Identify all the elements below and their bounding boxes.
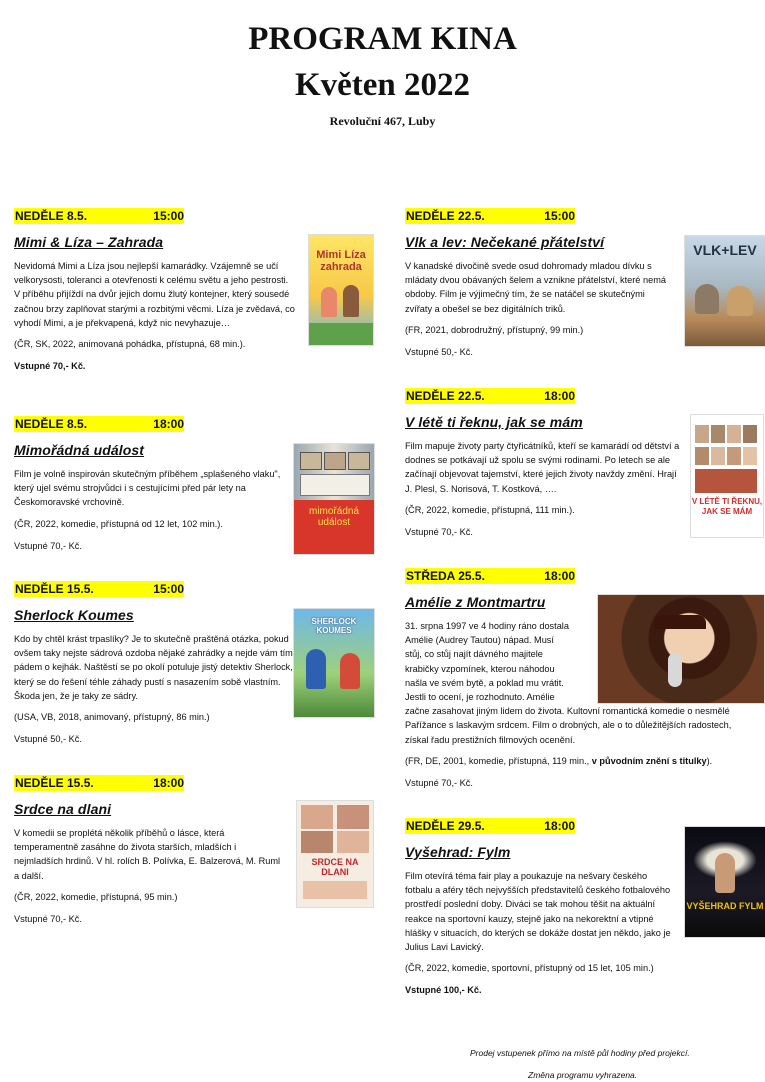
screening-time: 18:00 bbox=[544, 819, 575, 833]
screening-time: 18:00 bbox=[544, 569, 575, 583]
screening-day: NEDĚLE 29.5. bbox=[406, 819, 485, 833]
movie-title: Srdce na dlani bbox=[14, 801, 112, 817]
movie-price: Vstupné 70,- Kč. bbox=[14, 913, 82, 924]
cinema-address: Revoluční 467, Luby bbox=[329, 114, 436, 128]
movie-poster: VYŠEHRAD FYLM bbox=[684, 826, 765, 938]
movie-poster: V LÉTĚ TI ŘEKNU, JAK SE MÁM bbox=[690, 414, 764, 538]
screening-time: 15:00 bbox=[153, 582, 184, 596]
movie-description: Film je volně inspirován skutečným příběhem „splašeného vlaku", který ujel svému strojvůdci i s cestujícími před pár lety na Českomoravské vrchovině. bbox=[14, 469, 281, 508]
movie-price: Vstupné 70,- Kč. bbox=[14, 361, 86, 372]
movie-description: V kanadské divočině svede osud dohromady mladou dívku s mládaty dvou obávaných šelem a vznikne přátelství, které nemá obdoby. Film je výjimečný tím, že se natáčel se skutečnými zvířaty a obešel se bez digitálních triků. bbox=[405, 261, 666, 314]
footer-change-note: Změna programu vyhrazena. bbox=[528, 1070, 638, 1080]
screening-day: NEDĚLE 22.5. bbox=[406, 209, 485, 223]
movie-meta: (FR, 2021, dobrodružný, přístupný, 99 min.) bbox=[405, 324, 584, 335]
movie-title: Amélie z Montmartru bbox=[405, 594, 546, 610]
movie-meta: (ČR, 2022, komedie, přístupná od 12 let, 102 min.). bbox=[14, 518, 223, 529]
date-bar bbox=[14, 208, 184, 224]
movie-poster: SHERLOCK KOUMES bbox=[293, 608, 375, 718]
date-bar bbox=[405, 208, 575, 224]
movie-price: Vstupné 70,- Kč. bbox=[14, 540, 82, 551]
movie-title: V létě ti řeknu, jak se mám bbox=[405, 414, 583, 430]
date-bar bbox=[14, 581, 184, 597]
movie-price: Vstupné 70,- Kč. bbox=[405, 777, 473, 788]
footer-ticket-note: Prodej vstupenek přímo na místě půl hodiny před projekcí. bbox=[470, 1048, 690, 1058]
movie-description: Kdo by chtěl krást trpaslíky? Je to skutečně praštěná otázka, pokud ovšem taky nejste sádrová ozdoba nějaké zahrádky a nejde vám tím pádem o kejhák. Naštěstí se po okolí potuluje jistý detektiv Sherlock, který se do řešení téhle záhady pustí s nasazením sobě vlastním. Škoda jen, že je taky ze sádry. bbox=[14, 634, 293, 701]
movie-meta: (ČR, 2022, komedie, přístupná, 95 min.) bbox=[14, 891, 178, 902]
movie-description: 31. srpna 1997 ve 4 hodiny ráno dostala Amélie (Audrey Tautou) nápad. Musí stůj, co stůj najít dávného majitele krabičky vzpomínek, kterou náhodou našla ve svém bytě, a poklad mu vrátit. Jestli to ocení, je rozhodnuto. Amélie začne zasahovat jiným lidem do života. Kultovní romantická komedie o nesmělé Pařížance s laskavým srdcem. Film o drobných, ale o to důležitějších radostech, získal řadu prestižních filmových ocenění. bbox=[405, 621, 732, 745]
screening-time: 15:00 bbox=[153, 209, 184, 223]
movie-poster: SRDCE NA DLANI bbox=[296, 800, 374, 908]
movie-still-image bbox=[597, 594, 765, 704]
date-bar bbox=[405, 568, 575, 584]
screening-day: NEDĚLE 8.5. bbox=[15, 209, 88, 223]
page-title: PROGRAM KINA bbox=[248, 21, 517, 57]
movie-description: Film mapuje životy party čtyřicátníků, kteří se kamarádí od dětství a dodnes se potkávají už spolu se svými rodinami. Po letech se ale začínají objevovat tajemství, které jejich životy navždy změní. Hrají J. Plesl, S. Norisová, T. Kostková, …. bbox=[405, 441, 680, 494]
movie-title: Vyšehrad: Fylm bbox=[405, 844, 511, 860]
movie-title: Mimořádná událost bbox=[14, 442, 145, 458]
movie-description: V komedii se proplétá několik příběhů o lásce, která temperamentně zasáhne do života starších, mladších i nejmladších hrdinů. V hl. rolích B. Polívka, E. Balzerová, M. Ruml a další. bbox=[14, 828, 281, 881]
date-bar bbox=[14, 775, 184, 791]
movie-meta: (ČR, 2022, komedie, sportovní, přístupný od 15 let, 105 min.) bbox=[405, 963, 654, 974]
movie-description: Film otevírá téma fair play a poukazuje na nešvary českého fotbalu a aféry těch nejvyšších představitelů českého fotbalového prostředí poslední doby. Diváci se tak mohou těšit na aktuální reakce na sportovní kauzy, stejně jako na nekorektní a vtipné hlášky v situacích, do kterých se dokáže dostat jen někdo, jako je Julius Lavi Lavický. bbox=[405, 871, 671, 953]
movie-meta: (FR, DE, 2001, komedie, přístupná, 119 min., v původním znění s titulky). bbox=[405, 755, 713, 766]
page-subtitle-month: Květen 2022 bbox=[294, 67, 471, 103]
date-bar bbox=[405, 388, 575, 404]
screening-day: STŘEDA 25.5. bbox=[406, 569, 485, 583]
screening-day: NEDĚLE 22.5. bbox=[406, 389, 485, 403]
movie-poster: mimořádná událost bbox=[293, 443, 375, 555]
movie-title: Vlk a lev: Nečekané přátelství bbox=[405, 234, 605, 250]
movie-price: Vstupné 50,- Kč. bbox=[14, 734, 82, 745]
movie-meta: (ČR, 2022, komedie, přístupná, 111 min.). bbox=[405, 504, 575, 515]
movie-poster: Mimi Líza zahrada bbox=[308, 234, 374, 346]
movie-price: Vstupné 50,- Kč. bbox=[405, 346, 473, 357]
movie-title: Sherlock Koumes bbox=[14, 607, 134, 623]
screening-time: 18:00 bbox=[153, 417, 184, 431]
screening-time: 18:00 bbox=[544, 389, 575, 403]
movie-description: Nevidomá Mimi a Líza jsou nejlepší kamarádky. Vzájemně se učí velkorysosti, toleranci a otevřenosti k celému světu a jeho pestrosti. V příběhu přijíždí na dvůr jejich domu žlutý kontejner, který sousedé začnou brzy zaplňovat starými a rozbitými věcmi. Líza je zvědavá, co vyhodí Mimi, a je překvapená, když nic nevyhazuje… bbox=[14, 261, 295, 328]
date-bar bbox=[14, 416, 184, 432]
movie-price: Vstupné 70,- Kč. bbox=[405, 526, 473, 537]
movie-meta: (USA, VB, 2018, animovaný, přístupný, 86 min.) bbox=[14, 712, 210, 723]
movie-price: Vstupné 100,- Kč. bbox=[405, 985, 482, 996]
movie-meta: (ČR, SK, 2022, animovaná pohádka, přístupná, 68 min.). bbox=[14, 339, 246, 350]
screening-time: 15:00 bbox=[544, 209, 575, 223]
screening-day: NEDĚLE 15.5. bbox=[15, 582, 94, 596]
screening-day: NEDĚLE 15.5. bbox=[15, 776, 94, 790]
movie-title: Mimi & Líza – Zahrada bbox=[14, 234, 164, 250]
screening-day: NEDĚLE 8.5. bbox=[15, 417, 88, 431]
movie-poster: VLK+LEV bbox=[684, 235, 765, 347]
screening-time: 18:00 bbox=[153, 776, 184, 790]
date-bar bbox=[405, 818, 575, 834]
